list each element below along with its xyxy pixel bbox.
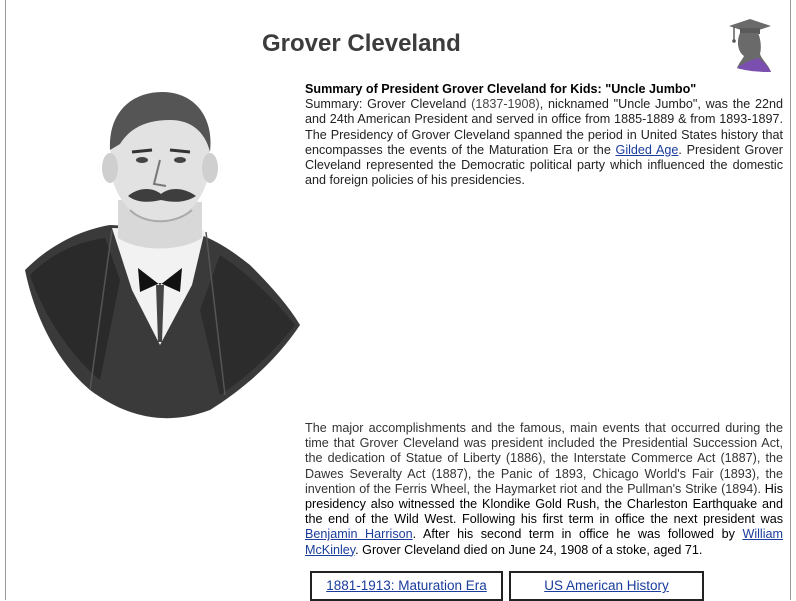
summary-heading: Summary of President Grover Cleveland for Kids: "Uncle Jumbo" <box>305 82 697 96</box>
maturation-era-button[interactable] <box>310 571 503 601</box>
william-mckinley-link[interactable]: William McKinley <box>305 527 784 557</box>
us-american-history-link[interactable]: US American History <box>544 578 669 593</box>
summary-text-2: , nicknamed "Uncle Jumbo", was the 22nd and 24th American President and served in office from 1885-1889 & from 1893-1897. The Presidency of Grover Cleveland spanned the period in United States history that encompasses the events of the Maturation Era or the <box>305 97 783 157</box>
maturation-era-link[interactable]: 1881-1913: Maturation Era <box>326 578 487 593</box>
accomplishments-text-4: . Grover Cleveland died on June 24, 1908 of a stoke, aged 71. <box>355 542 703 557</box>
summary-dates: (1837-1908) <box>471 97 540 112</box>
us-american-history-button[interactable] <box>509 571 704 601</box>
page-title: Grover Cleveland <box>262 30 461 57</box>
summary-text-3: . President Grover Cleveland represented the Democratic political party which influenced the domestic and foreign policies of his presidencies. <box>305 142 783 188</box>
gilded-age-link[interactable]: Gilded Age <box>615 142 679 157</box>
summary-paragraph <box>305 97 783 188</box>
grover-cleveland-portrait <box>20 80 302 425</box>
accomplishments-text-3: . After his second term in office he was followed by <box>412 527 743 542</box>
summary-section <box>305 82 783 188</box>
accomplishments-paragraph <box>305 421 783 558</box>
benjamin-harrison-link[interactable]: Benjamin Harrison <box>305 527 413 542</box>
graduate-silhouette-icon[interactable] <box>726 18 772 74</box>
accomplishments-text-1: The major accomplishments and the famous, main events that occurred during the time that Grover Cleveland was president included the Presidential Succession Act, the dedication of Statue of Liberty (1886), the Interstate Commerce Act (1887), the Dawes Severalty Act (1887), the Panic of 1893, Chicago World's Fair (1893), the invention of the Ferris Wheel, the Haymarket riot and the Pullman's Strike (1894). <box>305 421 783 496</box>
summary-text-1: Summary: Grover Cleveland <box>305 97 472 112</box>
accomplishments-text-2: His presidency also witnessed the Klondike Gold Rush, the Charleston Earthquake and the end of the Wild West. Following his first term in office the next president was <box>305 481 783 527</box>
